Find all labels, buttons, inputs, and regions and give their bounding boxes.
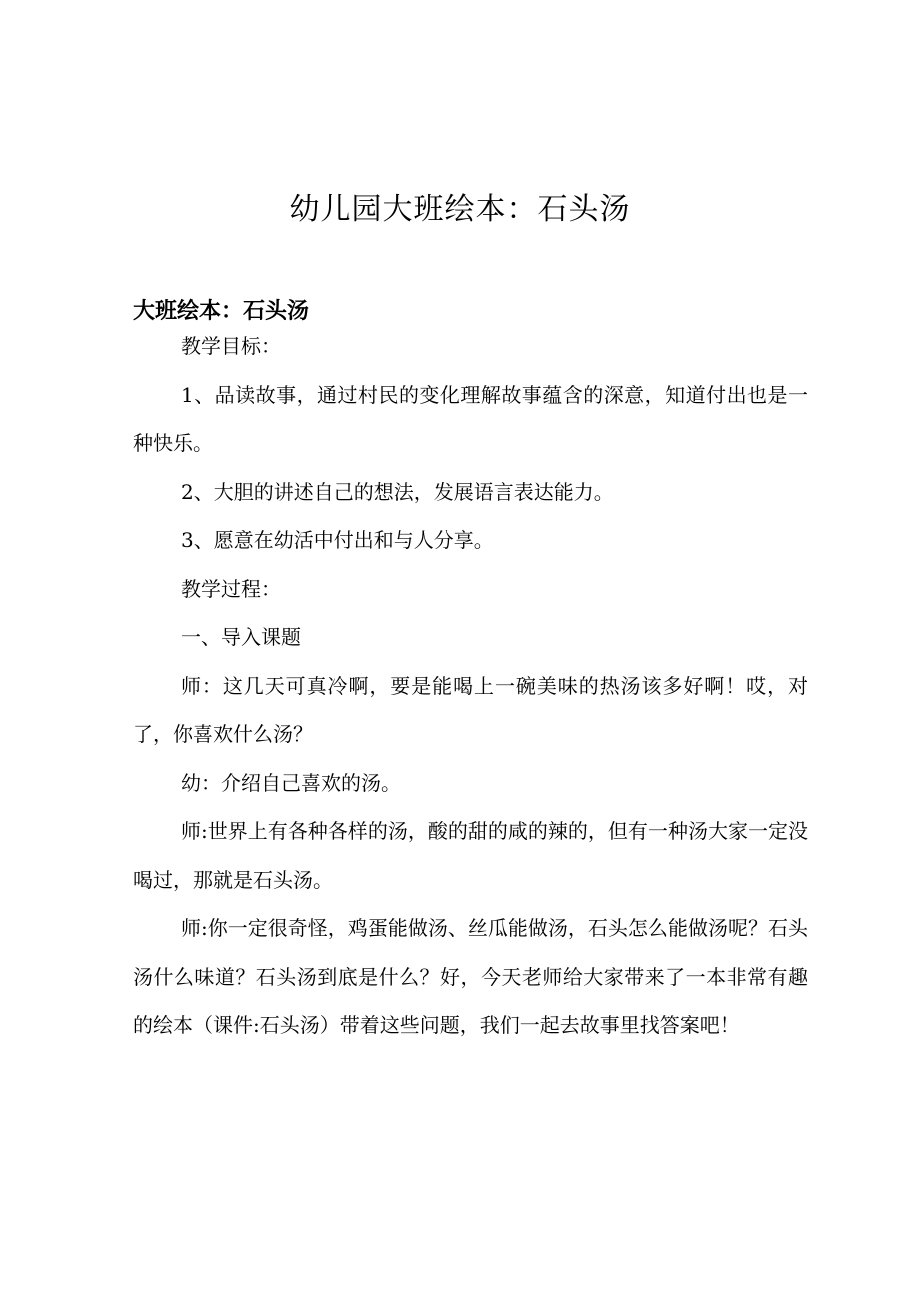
paragraph-goal-1: 1、品读故事，通过村民的变化理解故事蕴含的深意，知道付出也是一种快乐。 xyxy=(133,382,808,455)
paragraph-section-intro: 一、导入课题 xyxy=(181,625,301,649)
document-body xyxy=(133,322,808,1050)
paragraph-teacher-1: 师：这几天可真冷啊，要是能喝上一碗美味的热汤该多好啊！哎，对了，你喜欢什么汤？ xyxy=(133,673,808,746)
paragraph-teacher-2: 师:世界上有各种各样的汤，酸的甜的咸的辣的，但有一种汤大家一定没喝过，那就是石头汤。 xyxy=(133,819,808,892)
paragraph-teacher-3: 师:你一定很奇怪，鸡蛋能做汤、丝瓜能做汤，石头怎么能做汤呢？石头汤什么味道？石头汤到底是什么？好，今天老师给大家带来了一本非常有趣的绘本（课件:石头汤）带着这些问题，我们一起去故事里找答案吧！ xyxy=(133,916,808,1037)
paragraph-teaching-process-label: 教学过程： xyxy=(181,576,281,601)
document-title: 幼儿园大班绘本：石头汤 xyxy=(289,192,631,228)
paragraph-goal-2: 2、大胆的讲述自己的想法，发展语言表达能力。 xyxy=(181,479,614,504)
paragraph-teaching-goals-label: 教学目标： xyxy=(181,334,281,358)
section-heading: 大班绘本：石头汤 xyxy=(133,299,310,325)
paragraph-child-1: 幼：介绍自己喜欢的汤。 xyxy=(181,770,401,795)
paragraph-goal-3: 3、愿意在幼活中付出和与人分享。 xyxy=(181,528,494,552)
